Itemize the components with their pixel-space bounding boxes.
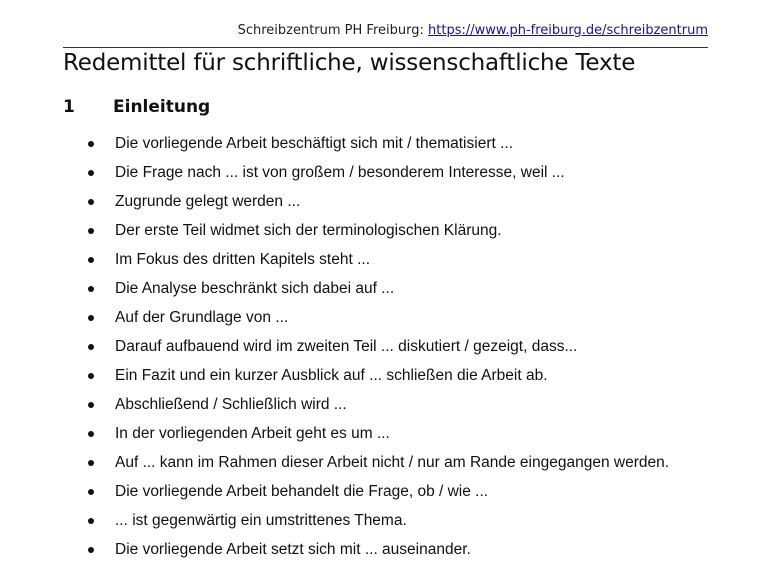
bullet-icon <box>88 460 94 466</box>
list-item-text: Die vorliegende Arbeit setzt sich mit ... auseinander. <box>115 541 471 558</box>
bullet-icon <box>88 199 94 205</box>
list-item-text: Die Frage nach ... ist von großem / besonderem Interesse, weil ... <box>115 164 565 181</box>
bullet-icon <box>88 344 94 350</box>
bullet-icon <box>88 141 94 147</box>
list-item <box>88 333 669 362</box>
list-item-text: Die vorliegende Arbeit behandelt die Frage, ob / wie ... <box>115 483 489 500</box>
bullet-icon <box>88 257 94 263</box>
list-item <box>88 391 669 420</box>
list-item-text: Der erste Teil widmet sich der terminologischen Klärung. <box>115 222 502 239</box>
list-item <box>88 507 669 536</box>
section-heading <box>63 97 210 117</box>
page-header <box>238 23 708 38</box>
bullet-icon <box>88 315 94 321</box>
list-item-text: In der vorliegenden Arbeit geht es um ... <box>115 425 390 442</box>
list-item <box>88 188 669 217</box>
list-item-text: Die vorliegende Arbeit beschäftigt sich mit / thematisiert ... <box>115 135 514 152</box>
section-title: Einleitung <box>113 97 211 117</box>
header-link[interactable]: https://www.ph-freiburg.de/schreibzentrum <box>428 23 708 38</box>
list-item <box>88 420 669 449</box>
bullet-icon <box>88 170 94 176</box>
bullet-icon <box>88 489 94 495</box>
section-number: 1 <box>63 97 75 117</box>
list-item-text: Ein Fazit und ein kurzer Ausblick auf ... schließen die Arbeit ab. <box>115 367 548 384</box>
list-item-text: Im Fokus des dritten Kapitels steht ... <box>115 251 371 268</box>
list-item <box>88 246 669 275</box>
header-divider <box>63 47 708 48</box>
list-item-text: Darauf aufbauend wird im zweiten Teil ... diskutiert / gezeigt, dass... <box>115 338 578 355</box>
bullet-icon <box>88 431 94 437</box>
header-org-label: Schreibzentrum PH Freiburg: <box>237 23 424 38</box>
document-title: Redemittel für schriftliche, wissenschaftliche Texte <box>63 50 636 76</box>
list-item <box>88 362 669 391</box>
list-item-text: Zugrunde gelegt werden ... <box>115 193 301 210</box>
list-item <box>88 478 669 507</box>
list-item <box>88 536 669 565</box>
list-item <box>88 304 669 333</box>
list-item-text: ... ist gegenwärtig ein umstrittenes Thema. <box>115 512 407 529</box>
bullet-icon <box>88 228 94 234</box>
bullet-icon <box>88 402 94 408</box>
list-item <box>88 159 669 188</box>
bullet-icon <box>88 286 94 292</box>
list-item <box>88 217 669 246</box>
list-item-text: Auf der Grundlage von ... <box>115 309 289 326</box>
list-item-text: Auf ... kann im Rahmen dieser Arbeit nicht / nur am Rande eingegangen werden. <box>115 454 670 471</box>
list-item <box>88 449 669 478</box>
list-item <box>88 275 669 304</box>
phrase-list <box>88 130 669 565</box>
list-item-text: Die Analyse beschränkt sich dabei auf ... <box>115 280 395 297</box>
bullet-icon <box>88 373 94 379</box>
list-item <box>88 130 669 159</box>
list-item-text: Abschließend / Schließlich wird ... <box>115 396 347 413</box>
bullet-icon <box>88 518 94 524</box>
